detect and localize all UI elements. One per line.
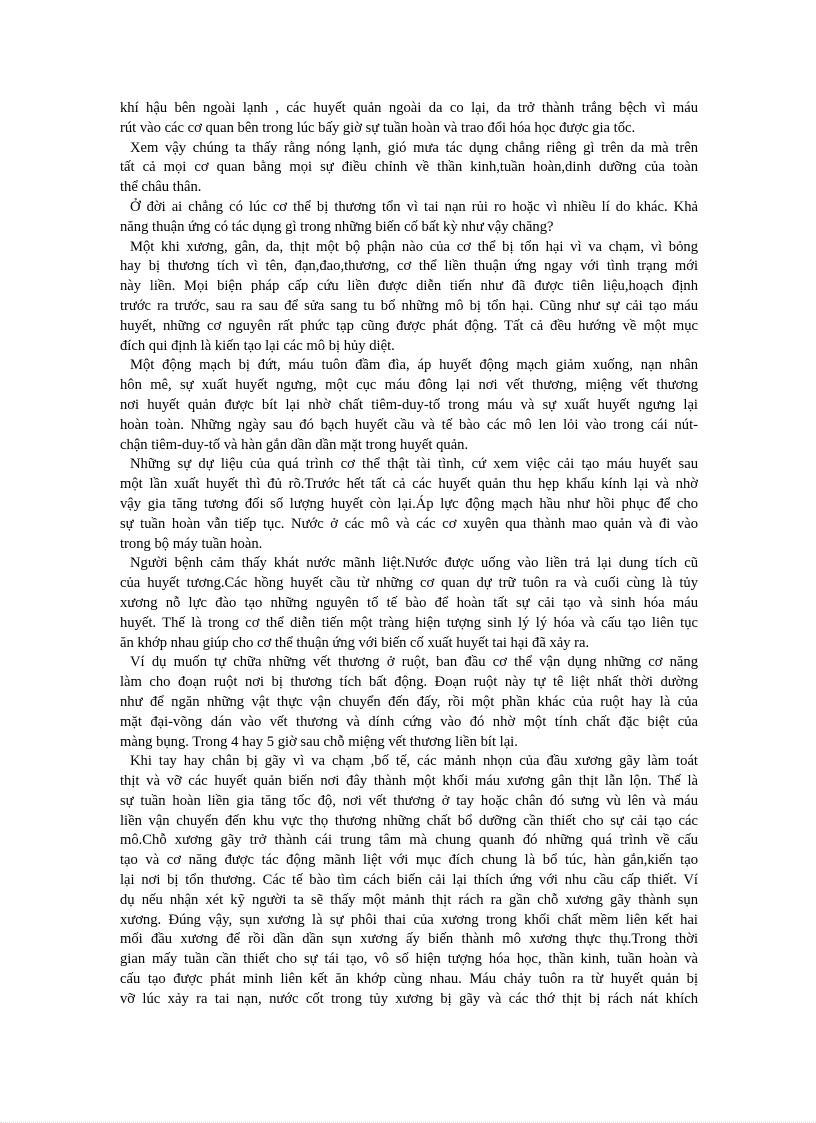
text-line: Khi tay hay chân bị gãy vì va chạm ,bố tế, các mảnh nhọn của đầu xương gãy làm toát <box>130 753 698 770</box>
paragraph <box>120 139 698 198</box>
text-line: trước ra trước, sau ra sau để sửa sang tu bổ những mô bị tổn hại. Cũng như sự cải tạo máu <box>120 297 698 314</box>
text-line: vậy gia tăng tương đối số lượng huyết còn lại.Áp lực động mạch hầu như hồi phục để cho <box>120 495 698 512</box>
text-line: như để ngăn những vật thực vận chuyển đến đấy, rồi một phần khác của ruột hay là của <box>120 693 698 710</box>
text-line: liền vận chuyển đến khu vực thọ thương những chất bổ dưỡng cần thiết cho sự cải tạo các <box>120 812 698 829</box>
text-line: thể châu thân. <box>120 179 202 196</box>
text-line: sự tuần hoàn liền gia tăng tốc độ, nơi vết thương ở tay hoặc chân đó sưng vù lên và máu <box>120 792 698 809</box>
text-line: ăn khớp nhau giúp cho cơ thể thuận ứng với biến cố xuất huyết tai hại đã xảy ra. <box>120 634 590 651</box>
text-line: Người bệnh cảm thấy khát nước mãnh liệt.Nước được uống vào liền trả lại dung tích cũ <box>130 555 698 572</box>
text-line: sự tuần hoàn vẫn tiếp tục. Nước ở các mô và các cơ xuyên qua thành mao quản và đi vào <box>120 515 698 532</box>
text-line: Một khi xương, gân, da, thịt một bộ phận nào của cơ thể bị tổn hại vì va chạm, vì bỏng <box>130 238 698 255</box>
paragraph <box>120 198 698 238</box>
paragraph <box>120 752 698 1009</box>
text-line: tạo và cơ năng được tác động mãnh liệt với mục đích chung là bổ túc, hàn gắn,kiến tạo <box>120 852 698 869</box>
text-line: chận tiêm-duy-tố và hàn gắn dần dần mặt trong huyết quản. <box>120 436 469 453</box>
text-line: hoàn toàn. Những ngày sau đó bạch huyết cầu và tế bào các mô len lỏi vào trong cái nút- <box>120 416 698 433</box>
text-line: Một động mạch bị đứt, máu tuôn đầm đìa, áp huyết động mạch giảm xuống, nạn nhân <box>130 357 698 374</box>
text-line: mối đầu xương để rồi dần dần sụn xương ấy biến thành mô xương thực thụ.Trong thời <box>120 931 698 948</box>
paragraph <box>120 356 698 455</box>
text-line: vỡ lúc xảy ra tai nạn, nước cốt trong tủy xương bị gãy và các thớ thịt bị rách nát khích <box>120 990 698 1007</box>
paragraph <box>120 238 698 357</box>
text-line: trong bộ máy tuần hoàn. <box>120 535 263 552</box>
text-line: Những sự dự liệu của quá trình cơ thể thật tài tình, cứ xem việc cải tạo máu huyết sau <box>130 456 698 473</box>
paragraph <box>120 653 698 752</box>
text-line: cấu tạo được phát minh liên kết ăn khớp cùng nhau. Máu chảy tuôn ra từ huyết quản bị <box>120 971 698 988</box>
text-line: màng bụng. Trong 4 hay 5 giờ sau chỗ miệng vết thương liền bít lại. <box>120 733 518 750</box>
text-line: khí hậu bên ngoài lạnh , các huyết quản ngoài da co lại, da trở thành trắng bệch vì máu <box>120 100 698 116</box>
text-line: nơi huyết quản được bít lại nhờ chất tiêm-duy-tố trong máu và sự xuất huyết ngưng lại <box>120 396 698 413</box>
text-line: làm cho đoạn ruột nơi bị thương tích bất động. Đoạn ruột này tự tê liệt nhất thời dường <box>120 674 698 691</box>
text-line: mô.Chỗ xương gãy trở thành cái trung tâm mà chung quanh đó những quá trình về cấu <box>120 832 698 849</box>
text-line: Xem vậy chúng ta thấy rằng nóng lạnh, gió mưa tác dụng chẳng riêng gì trên da mà trên <box>130 139 698 156</box>
text-line: một lần xuất huyết thì đủ rõ.Trước hết tất cả các huyết quản thu hẹp khẩu kính lại và nhờ <box>120 476 698 493</box>
text-line: xương. Đúng vậy, sụn xương là sự phôi thai của xương trong khối chất mềm liên kết hai <box>120 911 698 928</box>
text-line: Ví dụ muốn tự chữa những vết thương ở ruột, ban đầu cơ thể vận dụng những cơ năng <box>130 654 698 671</box>
text-line: lại nơi bị tổn thương. Các tế bào tìm cách biến cải lại thích ứng với nhu cầu cấp thiết. Ví <box>120 872 698 889</box>
paragraph <box>120 554 698 653</box>
text-line: rút vào các cơ quan bên trong lúc bấy giờ sự tuần hoàn và trao đổi hóa học được gia tốc. <box>120 119 636 136</box>
text-line: này liền. Mọi biện pháp cấp cứu liền được diễn tiến như đã được tiên liệu,hoạch định <box>120 278 698 295</box>
text-line: hay bị thương tích vì tên, đạn,đao,thương, cơ thể liền thuận ứng ngay với tình trạng mới <box>120 258 698 275</box>
text-line: huyết. Thế là trong cơ thể diễn tiến một tràng hiện tượng sinh lý lý hóa và cấu tạo liên tục <box>120 614 698 631</box>
text-line: Ở đời ai chẳng có lúc cơ thể bị thương tổn vì tai nạn rủi ro hoặc vì nhiều lí do khác. Khả <box>130 198 698 215</box>
text-line: năng thuận ứng có tác dụng gì trong những biến cố bất kỳ như vậy chăng? <box>120 218 554 235</box>
text-line: hôn mê, sự xuất huyết ngưng, một cục máu đông lại nơi vết thương, miệng vết thương <box>120 377 698 394</box>
text-line: xương nỗ lực đào tạo những nguyên tố tế bào để hoàn tất sự cải tạo và sinh hóa máu <box>120 594 698 611</box>
text-line: của huyết tương.Các hồng huyết cầu từ những cơ quan dự trữ tuôn ra và cuối cùng là tủy <box>120 575 698 592</box>
text-line: đích qui định là kiến tạo lại các mô bị hủy diệt. <box>120 337 395 354</box>
paragraph <box>120 455 698 554</box>
text-line: thịt và vỡ các huyết quản biến nơi đây thành một khối máu xương gân thịt lẫn lộn. Thế là <box>120 773 698 790</box>
text-line: gian mấy tuần cần thiết cho sự tái tạo, vô số hiện tượng hóa học, thần kinh, tuần hoàn và <box>120 951 698 968</box>
text-line: mặt đại-võng dán vào vết thương và dính cứng vào đó nhờ một tính chất đặc biệt của <box>120 713 698 730</box>
text-line: dụ nếu nhận xét kỹ người ta sẽ thấy một mảnh thịt rách ra gần chỗ xương gãy thành sụn <box>120 891 698 908</box>
text-line: huyết, những cơ nguyên rất phức tạp cũng được phát động. Tất cả đều hướng về một mục <box>120 317 698 334</box>
text-line: tất cả mọi cơ quan bằng mọi sự điều chỉnh về thần kinh,tuần hoàn,dinh dưỡng của toàn <box>120 159 698 176</box>
body-text <box>120 99 698 1010</box>
paragraph <box>120 99 698 139</box>
